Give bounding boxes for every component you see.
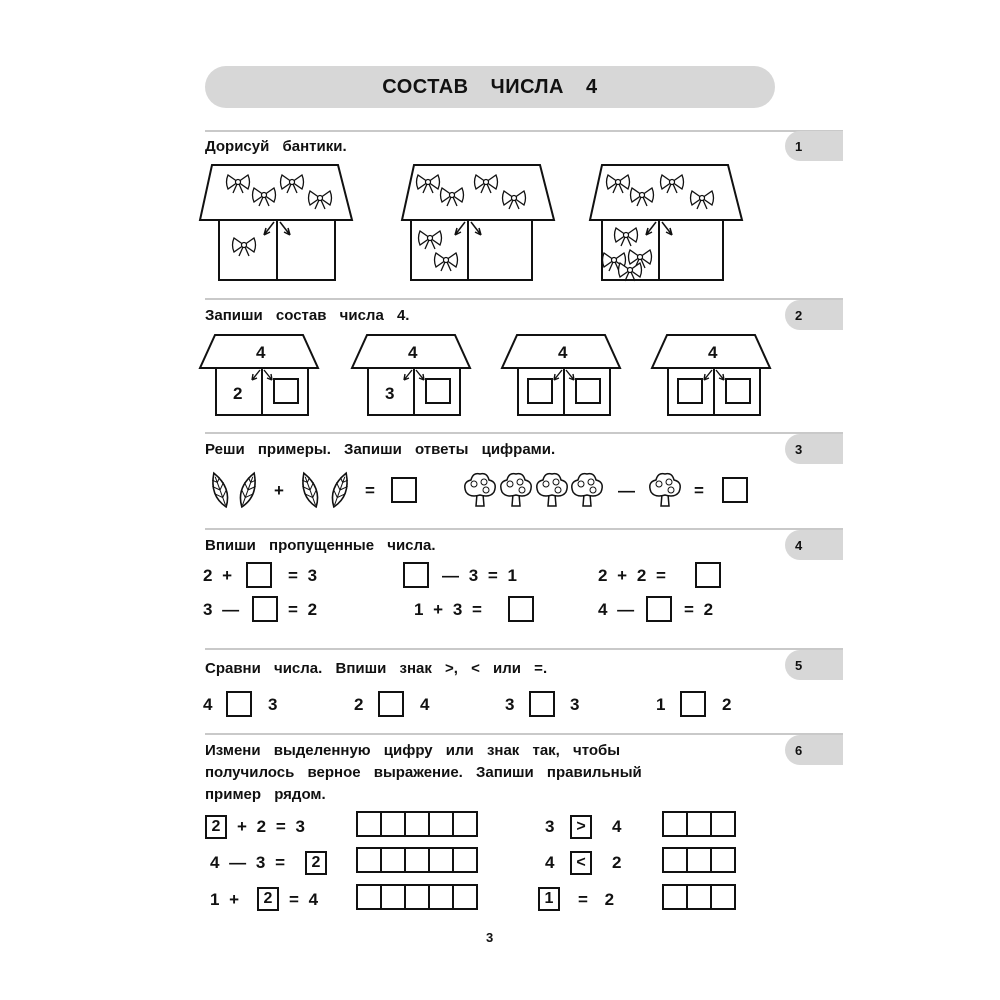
answer-cells[interactable] [662,884,736,910]
equation-part: 2 + 2 = [598,566,666,585]
compare-number: 2 [354,695,364,714]
task-3-instruction: Реши примеры. Запиши ответы цифрами. [205,441,556,458]
task-number-badge: 5 [785,650,843,680]
highlighted-sign: > [570,815,592,839]
section-divider [205,432,843,434]
task-number-badge: 1 [785,131,843,161]
answer-cells[interactable] [356,847,478,873]
answer-box[interactable] [722,477,748,503]
compare-number: 3 [505,695,515,714]
equation-part: 4 — [598,600,635,619]
minus-sign: — [618,481,635,500]
expression-part: 3 [545,817,555,836]
task-6-instruction-line-3: пример рядом. [205,786,326,803]
task-5-instruction: Сравни числа. Впиши знак >, < или =. [205,660,548,677]
task-6-instruction-line-2: получилось верное выражение. Запиши правильный [205,764,642,781]
section-divider [205,130,843,132]
page-number: 3 [486,930,494,945]
missing-number-box[interactable] [508,596,534,622]
task-number-badge: 4 [785,530,843,560]
roof-number: 4 [408,343,418,362]
expression-part: + 2 = 3 [237,817,305,836]
highlighted-digit: 1 [538,887,560,911]
equation-part: 2 + [203,566,233,585]
task-number-badge: 3 [785,434,843,464]
task-1-houses [200,160,760,290]
expression-part: 2 [612,853,622,872]
compare-number: 3 [268,695,278,714]
section-divider [205,528,843,530]
answer-box[interactable] [391,477,417,503]
title-bar [205,66,775,108]
answer-cells[interactable] [662,811,736,837]
task-1-instruction: Дорисуй бантики. [205,138,347,155]
section-divider [205,648,843,650]
compare-sign-box[interactable] [680,691,706,717]
roof-number: 4 [558,343,568,362]
bow-house-1 [200,165,352,280]
highlighted-sign: < [570,851,592,875]
task-2-instruction: Запиши состав числа 4. [205,307,410,324]
compare-sign-box[interactable] [378,691,404,717]
highlighted-digit: 2 [305,851,327,875]
expression-part: = 2 [578,890,615,909]
plus-sign: + [274,481,284,500]
compare-number: 3 [570,695,580,714]
answer-cells[interactable] [356,811,478,837]
missing-number-box[interactable] [252,596,278,622]
equation-part: = 3 [288,566,318,585]
answer-cells[interactable] [356,884,478,910]
equation-part: = 2 [288,600,318,619]
roof-number: 4 [256,343,266,362]
expression-part: 4 [545,853,555,872]
compare-number: 2 [722,695,732,714]
left-part-number: 3 [385,384,395,403]
missing-number-box[interactable] [246,562,272,588]
expression-part: = 4 [289,890,319,909]
missing-number-box[interactable] [695,562,721,588]
task-4-instruction: Впиши пропущенные числа. [205,537,436,554]
answer-cells[interactable] [662,847,736,873]
compare-sign-box[interactable] [226,691,252,717]
page-title: СОСТАВ ЧИСЛА 4 [382,75,598,98]
equals-sign: = [365,481,375,500]
equation-part: 3 — [203,600,240,619]
task-6-instruction-line-1: Измени выделенную цифру или знак так, чтобы [205,742,621,759]
section-divider [205,733,843,735]
equation-part: = 2 [684,600,714,619]
bow-house-2 [402,165,554,280]
compare-number: 4 [203,695,213,714]
task-number-badge: 6 [785,735,843,765]
missing-number-box[interactable] [403,562,429,588]
highlighted-digit: 2 [257,887,279,911]
missing-number-box[interactable] [646,596,672,622]
equation-part: — 3 = 1 [442,566,518,585]
expression-part: 1 + [210,890,240,909]
highlighted-digit: 2 [205,815,227,839]
expression-part: 4 — 3 = [210,853,286,872]
compare-sign-box[interactable] [529,691,555,717]
compare-number: 4 [420,695,430,714]
left-part-number: 2 [233,384,243,403]
equals-sign: = [694,481,704,500]
task-3-pictures [200,466,760,516]
equation-part: 1 + 3 = [414,600,482,619]
compare-number: 1 [656,695,666,714]
roof-number: 4 [708,343,718,362]
section-divider [205,298,843,300]
expression-part: 4 [612,817,622,836]
bow-house-3 [590,165,742,281]
task-number-badge: 2 [785,300,843,330]
